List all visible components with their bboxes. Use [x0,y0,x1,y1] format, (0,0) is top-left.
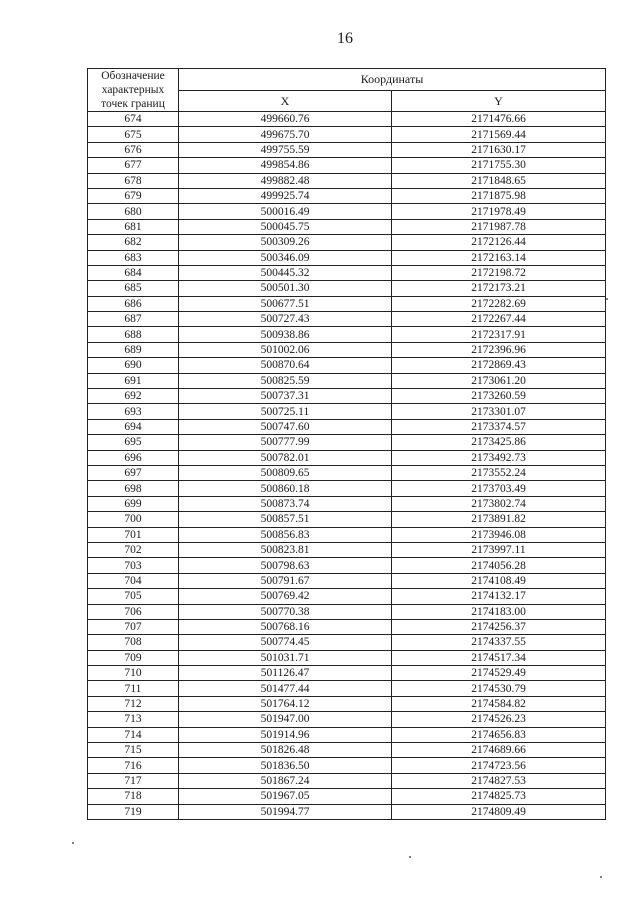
y-coordinate-cell: 2171875.98 [392,188,606,203]
x-coordinate-cell: 500016.49 [179,204,392,219]
y-coordinate-cell: 2174584.82 [392,696,606,711]
y-coordinate-cell: 2171978.49 [392,204,606,219]
point-number-cell: 710 [88,666,179,681]
table-row [88,635,606,650]
x-coordinate-cell: 499660.76 [179,112,392,127]
x-coordinate-cell: 501031.71 [179,650,392,665]
point-number-cell: 709 [88,650,179,665]
scan-speck [600,876,602,878]
y-coordinate-cell: 2171987.78 [392,219,606,234]
x-coordinate-cell: 500856.83 [179,527,392,542]
x-coordinate-cell: 499925.74 [179,188,392,203]
y-coordinate-cell: 2172163.14 [392,250,606,265]
x-coordinate-cell: 499675.70 [179,127,392,142]
table-row [88,358,606,373]
point-number-cell: 713 [88,712,179,727]
x-coordinate-cell: 500725.11 [179,404,392,419]
x-coordinate-cell: 500798.63 [179,558,392,573]
y-coordinate-cell: 2173891.82 [392,512,606,527]
y-coordinate-cell: 2172317.91 [392,327,606,342]
point-number-cell: 680 [88,204,179,219]
x-column-header: X [179,90,392,112]
table-row [88,696,606,711]
y-coordinate-cell: 2174656.83 [392,727,606,742]
page-number: 16 [337,30,353,47]
scan-speck [409,856,411,858]
x-coordinate-cell: 499854.86 [179,158,392,173]
y-coordinate-cell: 2171848.65 [392,173,606,188]
table-row [88,681,606,696]
table-row [88,558,606,573]
x-coordinate-cell: 500782.01 [179,450,392,465]
table-row [88,666,606,681]
point-number-cell: 684 [88,265,179,280]
point-number-cell: 697 [88,465,179,480]
point-number-cell: 704 [88,573,179,588]
point-number-cell: 689 [88,342,179,357]
y-coordinate-cell: 2174809.49 [392,804,606,819]
table-row [88,142,606,157]
table-row [88,542,606,557]
y-coordinate-cell: 2172198.72 [392,265,606,280]
y-coordinate-cell: 2174108.49 [392,573,606,588]
x-coordinate-cell: 500768.16 [179,619,392,634]
table-row [88,512,606,527]
x-coordinate-cell: 500774.45 [179,635,392,650]
table-row [88,281,606,296]
table-row [88,712,606,727]
point-number-cell: 693 [88,404,179,419]
x-coordinate-cell: 500045.75 [179,219,392,234]
x-coordinate-cell: 500870.64 [179,358,392,373]
table-row [88,589,606,604]
point-number-cell: 676 [88,142,179,157]
table-row [88,481,606,496]
point-number-cell: 715 [88,743,179,758]
table-row [88,619,606,634]
x-coordinate-cell: 500769.42 [179,589,392,604]
table-row [88,312,606,327]
point-number-cell: 716 [88,758,179,773]
y-coordinate-cell: 2174530.79 [392,681,606,696]
y-coordinate-cell: 2174056.28 [392,558,606,573]
x-coordinate-cell: 500737.31 [179,389,392,404]
y-coordinate-cell: 2174256.37 [392,619,606,634]
point-number-cell: 677 [88,158,179,173]
y-coordinate-cell: 2173552.24 [392,465,606,480]
y-coordinate-cell: 2172267.44 [392,312,606,327]
x-coordinate-cell: 501967.05 [179,789,392,804]
x-coordinate-cell: 500825.59 [179,373,392,388]
table-row [88,296,606,311]
y-coordinate-cell: 2173425.86 [392,435,606,450]
point-number-cell: 700 [88,512,179,527]
table-row [88,496,606,511]
table-row [88,465,606,480]
table-row [88,158,606,173]
point-number-cell: 711 [88,681,179,696]
table-row [88,373,606,388]
point-number-cell: 692 [88,389,179,404]
y-coordinate-cell: 2174132.17 [392,589,606,604]
y-coordinate-cell: 2173997.11 [392,542,606,557]
point-number-cell: 674 [88,112,179,127]
y-coordinate-cell: 2173946.08 [392,527,606,542]
point-number-cell: 701 [88,527,179,542]
point-number-cell: 708 [88,635,179,650]
x-coordinate-cell: 501867.24 [179,773,392,788]
y-coordinate-cell: 2174526.23 [392,712,606,727]
table-row [88,112,606,127]
x-coordinate-cell: 500727.43 [179,312,392,327]
y-coordinate-cell: 2172126.44 [392,235,606,250]
x-coordinate-cell: 501826.48 [179,743,392,758]
table-row [88,773,606,788]
point-number-cell: 714 [88,727,179,742]
table-row [88,573,606,588]
point-number-cell: 678 [88,173,179,188]
x-coordinate-cell: 501002.06 [179,342,392,357]
x-coordinate-cell: 499882.48 [179,173,392,188]
header-label-line: точек границ [101,98,165,110]
y-coordinate-cell: 2174517.34 [392,650,606,665]
x-coordinate-cell: 500346.09 [179,250,392,265]
point-number-cell: 681 [88,219,179,234]
x-coordinate-cell: 501836.50 [179,758,392,773]
table-body [88,112,606,820]
x-coordinate-cell: 500823.81 [179,542,392,557]
point-number-cell: 696 [88,450,179,465]
x-coordinate-cell: 500501.30 [179,281,392,296]
point-number-cell: 683 [88,250,179,265]
point-number-cell: 694 [88,419,179,434]
y-coordinate-cell: 2171476.66 [392,112,606,127]
y-coordinate-cell: 2174825.73 [392,789,606,804]
table-row [88,204,606,219]
x-coordinate-cell: 500770.38 [179,604,392,619]
point-number-cell: 691 [88,373,179,388]
y-coordinate-cell: 2171569.44 [392,127,606,142]
point-number-cell: 685 [88,281,179,296]
table-row [88,188,606,203]
table-row [88,604,606,619]
table-header [88,69,606,112]
x-coordinate-cell: 501994.77 [179,804,392,819]
point-number-cell: 699 [88,496,179,511]
x-coordinate-cell: 500857.51 [179,512,392,527]
point-number-cell: 686 [88,296,179,311]
table-row [88,250,606,265]
table-row [88,804,606,819]
table-row [88,404,606,419]
x-coordinate-cell: 500809.65 [179,465,392,480]
table-row [88,758,606,773]
x-coordinate-cell: 500309.26 [179,235,392,250]
x-coordinate-cell: 500777.99 [179,435,392,450]
point-designation-header [88,69,179,112]
y-coordinate-cell: 2174723.56 [392,758,606,773]
header-label-line: характерных [101,84,165,96]
table-row [88,173,606,188]
table-row [88,727,606,742]
point-number-cell: 682 [88,235,179,250]
table-row [88,265,606,280]
y-coordinate-cell: 2174689.66 [392,743,606,758]
table-row [88,235,606,250]
x-coordinate-cell: 499755.59 [179,142,392,157]
table-row [88,327,606,342]
point-number-cell: 695 [88,435,179,450]
header-label-line: Обозначение [101,70,165,82]
y-coordinate-cell: 2174183.00 [392,604,606,619]
x-coordinate-cell: 501947.00 [179,712,392,727]
y-column-header: Y [392,90,606,112]
table-row [88,450,606,465]
table-row [88,389,606,404]
x-coordinate-cell: 500747.60 [179,419,392,434]
table-row [88,650,606,665]
table-row [88,127,606,142]
scan-speck [72,842,74,844]
y-coordinate-cell: 2172396.96 [392,342,606,357]
y-coordinate-cell: 2173301.07 [392,404,606,419]
y-coordinate-cell: 2171755.30 [392,158,606,173]
y-coordinate-cell: 2173492.73 [392,450,606,465]
point-number-cell: 688 [88,327,179,342]
point-number-cell: 718 [88,789,179,804]
table-row [88,219,606,234]
x-coordinate-cell: 500873.74 [179,496,392,511]
point-number-cell: 712 [88,696,179,711]
table-row [88,789,606,804]
point-number-cell: 702 [88,542,179,557]
y-coordinate-cell: 2173061.20 [392,373,606,388]
point-number-cell: 705 [88,589,179,604]
y-coordinate-cell: 2172869.43 [392,358,606,373]
table-row [88,435,606,450]
x-coordinate-cell: 501914.96 [179,727,392,742]
y-coordinate-cell: 2173703.49 [392,481,606,496]
point-number-cell: 719 [88,804,179,819]
y-coordinate-cell: 2171630.17 [392,142,606,157]
x-coordinate-cell: 501477.44 [179,681,392,696]
coordinates-table [87,68,606,820]
x-coordinate-cell: 500938.86 [179,327,392,342]
point-number-cell: 707 [88,619,179,634]
x-coordinate-cell: 501764.12 [179,696,392,711]
point-number-cell: 706 [88,604,179,619]
x-coordinate-cell: 500677.51 [179,296,392,311]
point-number-cell: 687 [88,312,179,327]
x-coordinate-cell: 500860.18 [179,481,392,496]
x-coordinate-cell: 500791.67 [179,573,392,588]
scan-speck [606,298,608,300]
point-number-cell: 679 [88,188,179,203]
table-row [88,342,606,357]
point-number-cell: 675 [88,127,179,142]
x-coordinate-cell: 500445.32 [179,265,392,280]
table-row [88,743,606,758]
y-coordinate-cell: 2172282.69 [392,296,606,311]
point-number-cell: 717 [88,773,179,788]
y-coordinate-cell: 2172173.21 [392,281,606,296]
x-coordinate-cell: 501126.47 [179,666,392,681]
coordinates-header: Координаты [179,69,606,91]
table-row [88,527,606,542]
y-coordinate-cell: 2174827.53 [392,773,606,788]
y-coordinate-cell: 2174337.55 [392,635,606,650]
y-coordinate-cell: 2173260.59 [392,389,606,404]
point-number-cell: 703 [88,558,179,573]
point-number-cell: 698 [88,481,179,496]
y-coordinate-cell: 2173374.57 [392,419,606,434]
point-number-cell: 690 [88,358,179,373]
table-row [88,419,606,434]
y-coordinate-cell: 2174529.49 [392,666,606,681]
y-coordinate-cell: 2173802.74 [392,496,606,511]
